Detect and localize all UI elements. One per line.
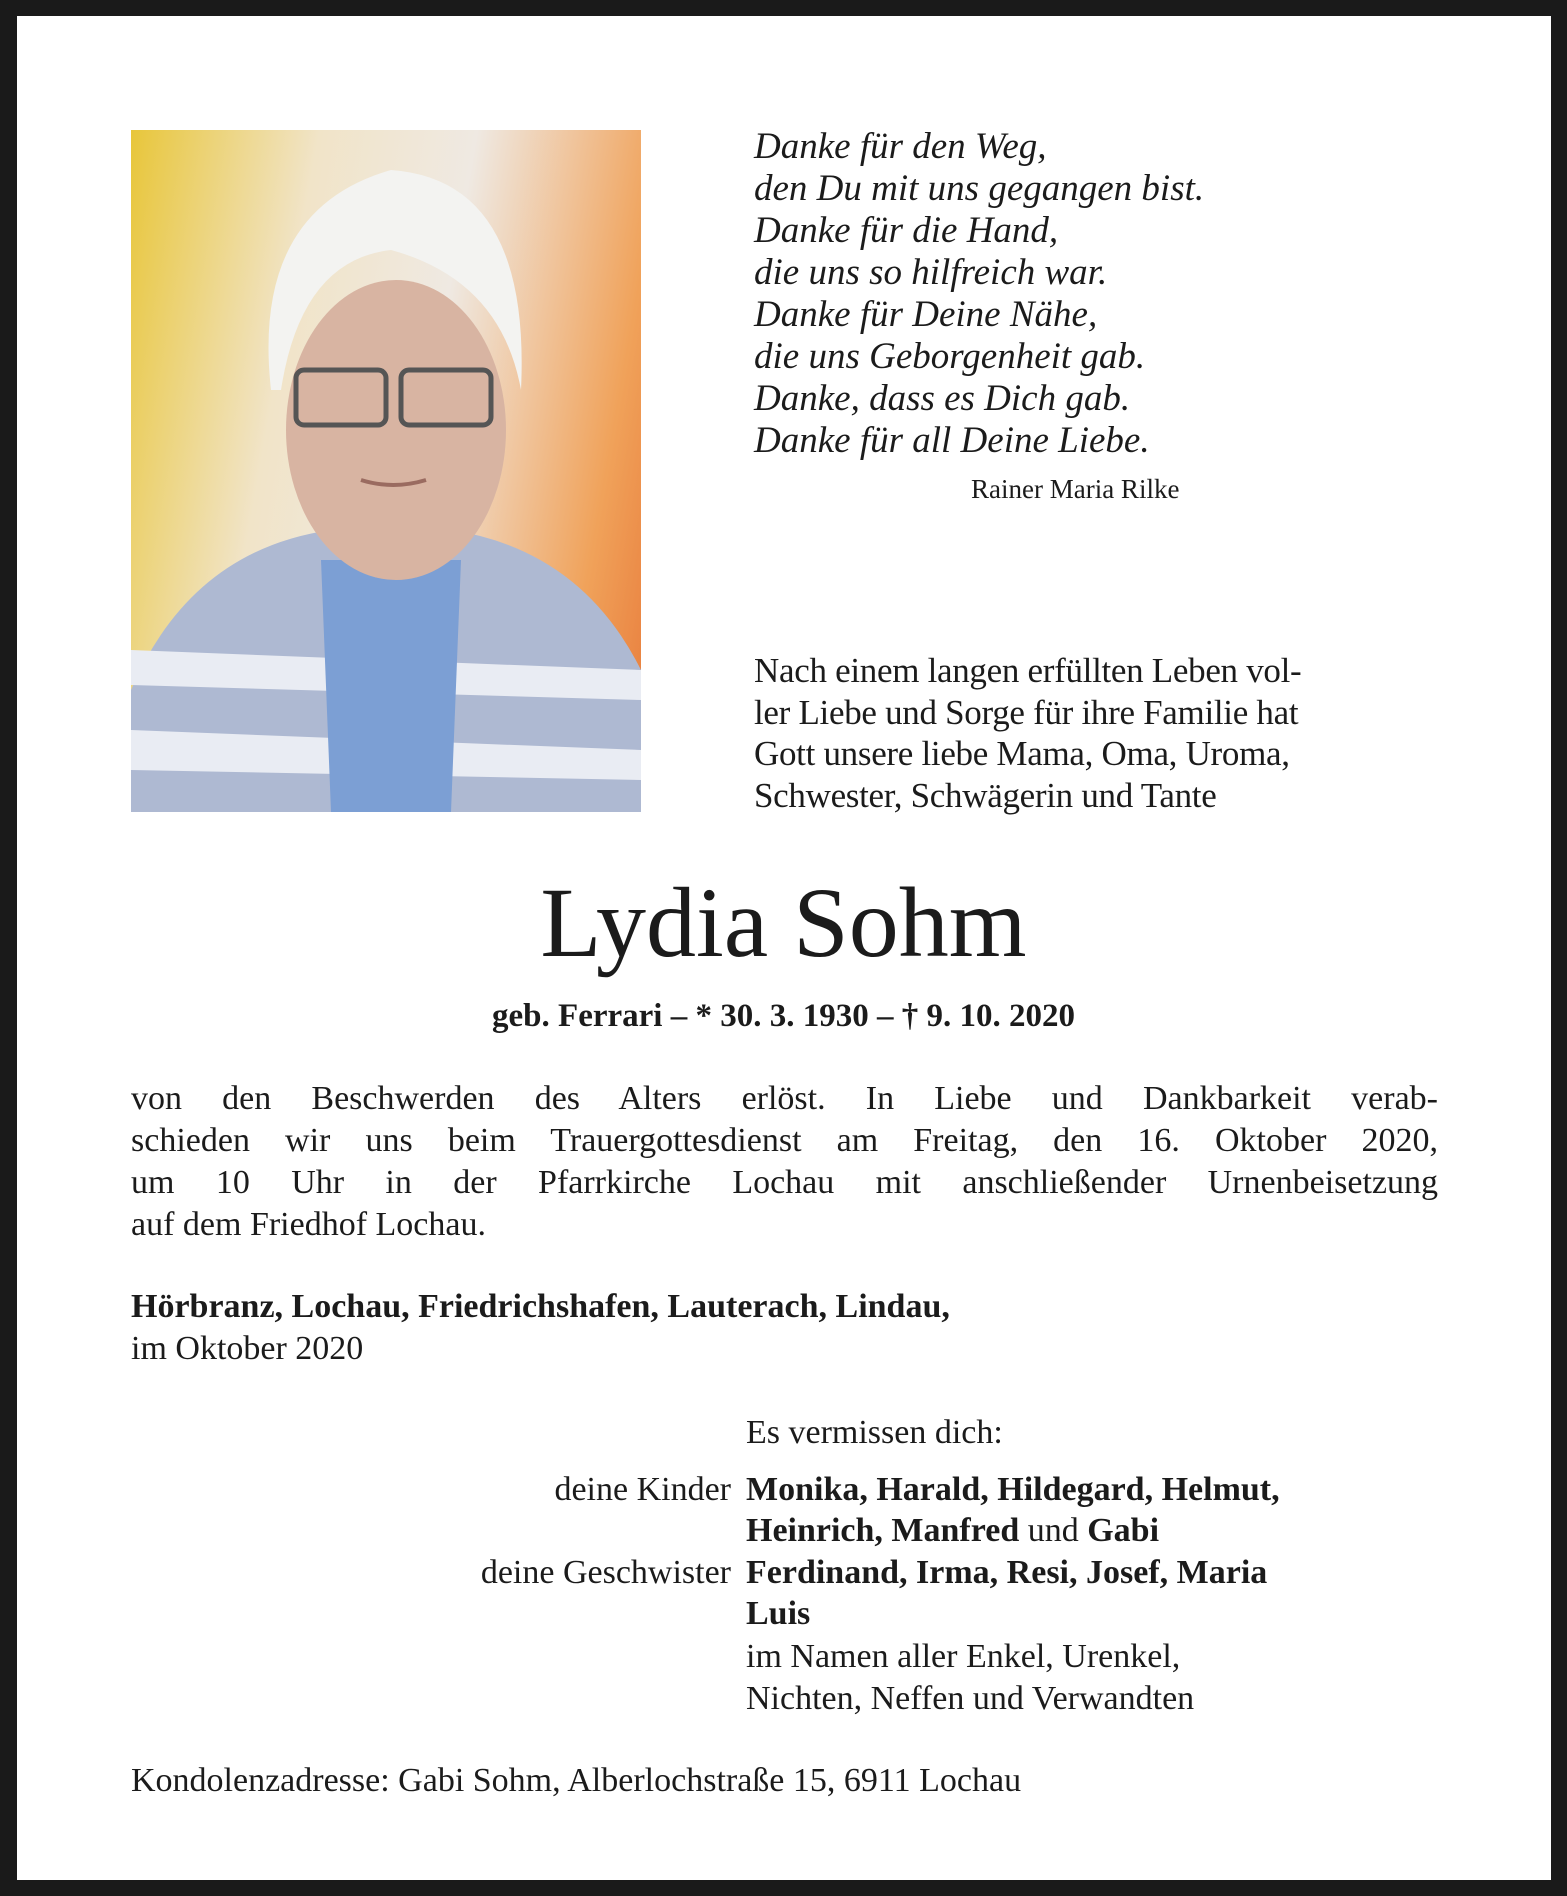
places: Hörbranz, Lochau, Friedrichshafen, Lauterach, Lindau,: [131, 1288, 950, 1325]
others-line: Nichten, Neffen und Verwandten: [746, 1680, 1195, 1717]
poem-line: Danke, dass es Dich gab.: [754, 378, 1131, 419]
child-name: Gabi: [1087, 1512, 1160, 1549]
life-dates: geb. Ferrari – * 30. 3. 1930 – † 9. 10. 2020: [492, 998, 1075, 1034]
children-names-line: Heinrich, Manfred: [746, 1512, 1020, 1549]
poem-author: Rainer Maria Rilke: [971, 474, 1180, 504]
poem-line: die uns Geborgenheit gab.: [754, 336, 1146, 377]
poem-line: die uns so hilfreich war.: [754, 252, 1108, 293]
portrait-illustration: [131, 130, 641, 812]
intro-line: ler Liebe und Sorge für ihre Familie hat: [754, 692, 1299, 732]
siblings-names: [746, 1552, 1267, 1594]
siblings-names-line: Luis: [746, 1595, 811, 1632]
siblings-label: deine Geschwister: [480, 1554, 731, 1591]
poem: [754, 126, 1204, 462]
service-paragraph: [131, 1078, 1438, 1246]
portrait-photo: [131, 130, 641, 812]
condolence-address: Kondolenzadresse: Gabi Sohm, Alberlochstraße 15, 6911 Lochau: [131, 1762, 1022, 1799]
others-line: im Namen aller Enkel, Urenkel,: [746, 1638, 1181, 1675]
deceased-name: Lydia Sohm: [540, 867, 1027, 978]
siblings-names-2: [746, 1593, 810, 1635]
poem-line: Danke für die Hand,: [754, 210, 1059, 251]
poem-line: Danke für all Deine Liebe.: [754, 420, 1150, 461]
children-names: [746, 1469, 1280, 1511]
poem-line: den Du mit uns gegangen bist.: [754, 168, 1205, 209]
and-word: und: [1019, 1512, 1088, 1549]
children-label: deine Kinder: [554, 1471, 731, 1508]
body-line: schieden wir uns beim Trauergottesdienst am Freitag, den 16. Oktober 2020,: [131, 1122, 1438, 1159]
intro-line: Gott unsere liebe Mama, Oma, Uroma,: [754, 734, 1290, 774]
poem-line: Danke für Deine Nähe,: [754, 294, 1098, 335]
body-line: auf dem Friedhof Lochau.: [131, 1206, 486, 1243]
children-names-2: [746, 1510, 1159, 1552]
intro-line: Schwester, Schwägerin und Tante: [754, 776, 1217, 816]
intro-text: [754, 650, 1301, 817]
children-names-line: Monika, Harald, Hildegard, Helmut,: [746, 1471, 1280, 1508]
date-line: im Oktober 2020: [131, 1330, 364, 1367]
poem-line: Danke für den Weg,: [754, 126, 1047, 167]
siblings-names-line: Ferdinand, Irma, Resi, Josef, Maria: [746, 1554, 1268, 1591]
body-line: von den Beschwerden des Alters erlöst. In Liebe und Dankbarkeit verab-: [131, 1080, 1438, 1117]
mourners-heading: Es vermissen dich:: [746, 1414, 1003, 1451]
intro-line: Nach einem langen erfüllten Leben vol-: [754, 651, 1302, 690]
body-line: um 10 Uhr in der Pfarrkirche Lochau mit anschließender Urnenbeisetzung: [131, 1164, 1438, 1201]
